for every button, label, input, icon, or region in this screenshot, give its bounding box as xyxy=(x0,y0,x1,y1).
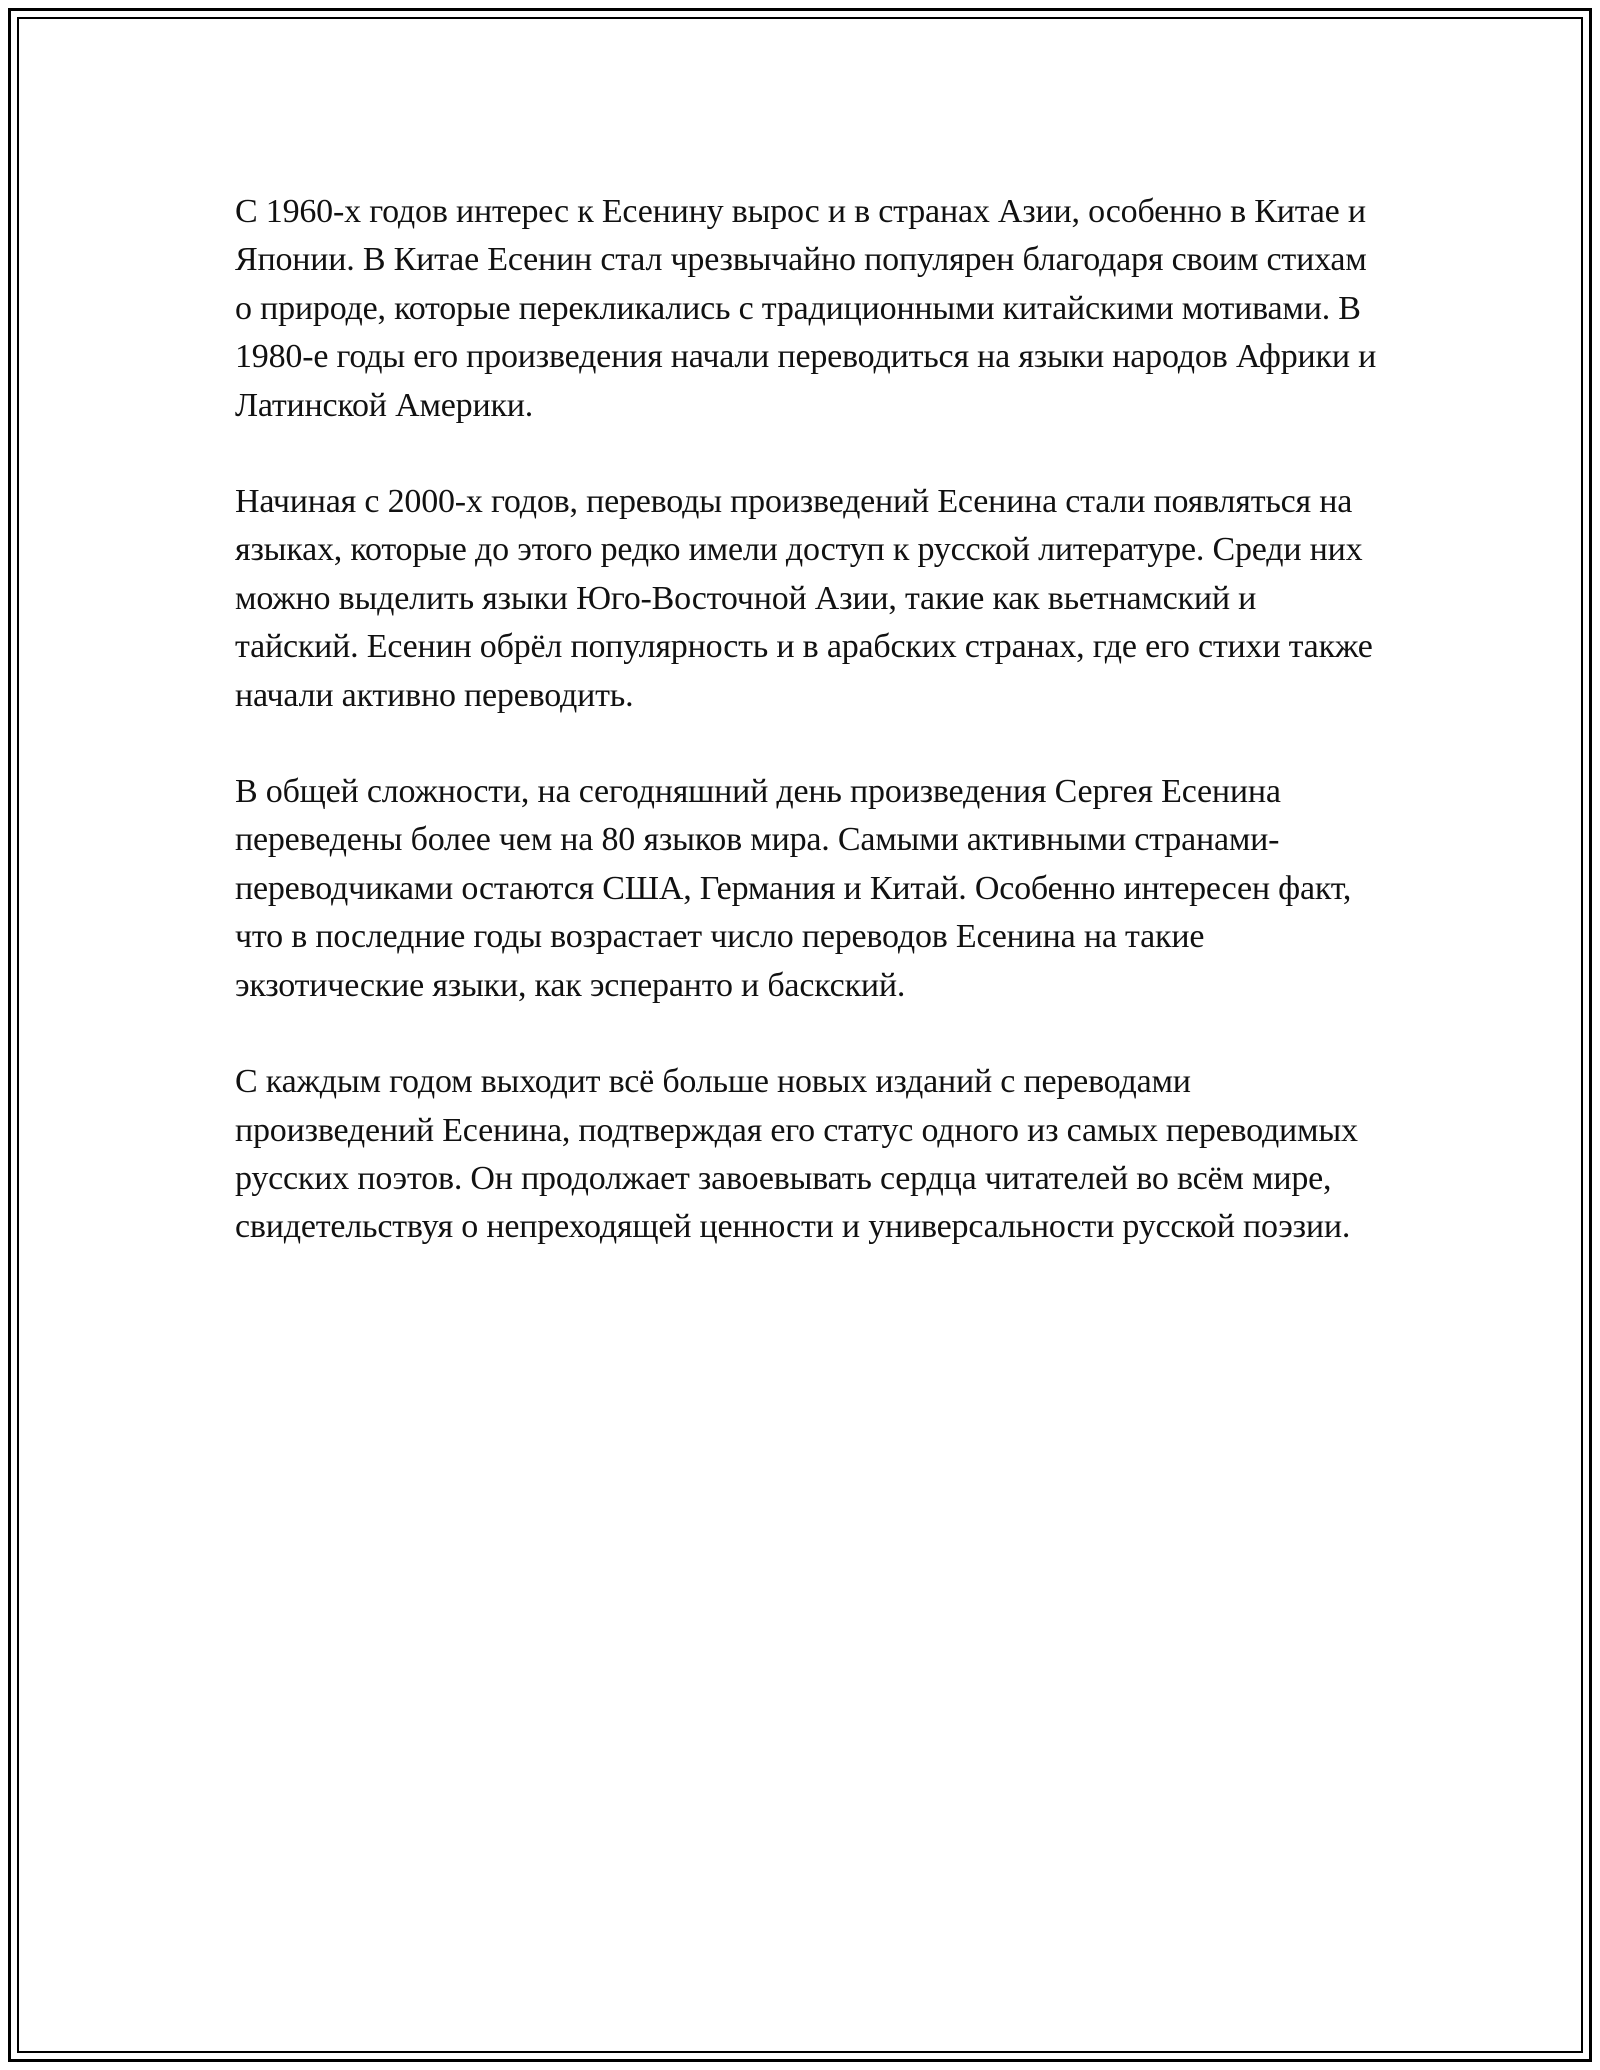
paragraph-1: С 1960-х годов интерес к Есенину вырос и в странах Азии, особенно в Китае и Японии. В Китае Есенин стал чрезвычайно популярен благодаря своим стихам о природе, которые перекликались с традиционными китайскими мотивами. В 1980-е годы его произведения начали переводиться на языки народов Африки и Латинской Америки. xyxy=(235,193,1377,424)
paragraph-2: Начиная с 2000-х годов, переводы произведений Есенина стали появляться на языках, которые до этого редко имели доступ к русской литературе. Среди них можно выделить языки Юго-Восточной Азии, такие как вьетнамский и тайский. Есенин обрёл популярность и в арабских странах, где его стихи также начали активно переводить. xyxy=(235,483,1373,714)
paragraph-4: С каждым годом выходит всё больше новых изданий с переводами произведений Есенина, подтверждая его статус одного из самых переводимых русских поэтов. Он продолжает завоевывать сердца читателей во всём мире, свидетельствуя о непреходящей ценности и универсальности русской поэзии. xyxy=(235,1063,1358,1246)
paragraph-3: В общей сложности, на сегодняшний день произведения Сергея Есенина переведены более чем на 80 языков мира. Самыми активными странами-переводчиками остаются США, Германия и Китай. Особенно интересен факт, что в последние годы возрастает число переводов Есенина на такие экзотические языки, как эсперанто и баскский. xyxy=(235,773,1352,1004)
document-body xyxy=(235,188,1385,1300)
